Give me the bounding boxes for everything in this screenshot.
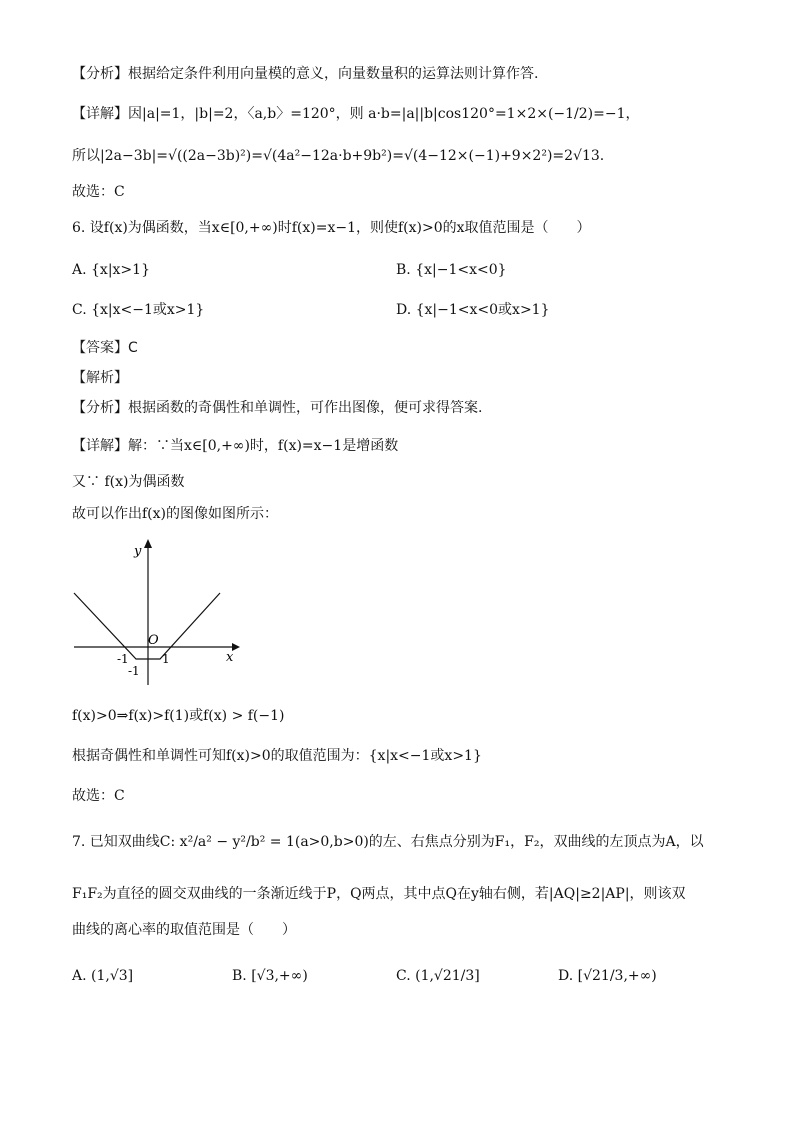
x-axis-label: x [226,650,234,665]
q6-option-d: D. {x|−1<x<0或x>1} [396,302,550,318]
q7-option-b: B. [√3,+∞) [232,968,308,984]
q6-graph [60,535,260,695]
tick-neg1-y: -1 [128,664,140,678]
q6-option-b: B. {x|−1<x<0} [396,262,507,278]
y-axis-arrow [144,539,152,548]
y-axis-label: y [134,544,142,559]
q7-stem-line3: 曲线的离心率的取值范围是（ ） [72,922,296,938]
q5-analysis: 【分析】根据给定条件利用向量模的意义，向量数量积的运算法则计算作答. [72,66,539,82]
q6-step: f(x)>0⇒f(x)>f(1)或f(x) > f(−1) [72,708,285,724]
q6-option-c: C. {x|x<−1或x>1} [72,302,205,318]
q5-detail-line1: 【详解】因|a|=1，|b|=2，〈a,b〉=120°，则 a·b=|a||b|cos120°=1×2×(−1/2)=−1， [72,106,640,122]
f-graph-line [74,593,220,659]
tick-pos1-x: 1 [162,652,170,666]
q6-answer: 【答案】C [72,340,138,356]
q6-analysis: 【分析】根据函数的奇偶性和单调性，可作出图像，便可求得答案. [72,400,483,416]
origin-label: O [148,633,159,648]
q5-detail-line2: 所以|2a−3b|=√((2a−3b)²)=√(4a²−12a·b+9b²)=√(4−12×(−1)+9×2²)=2√13. [72,148,605,164]
q6-choice: 故选：C [72,788,125,804]
q6-option-a: A. {x|x>1} [72,262,150,278]
q6-detail1: 【详解】解：∵当x∈[0,+∞)时，f(x)=x−1是增函数 [72,438,399,454]
q7-stem-line1: 7. 已知双曲线C: x²/a² − y²/b² = 1(a>0,b>0)的左、右焦点分别为F₁，F₂，双曲线的左顶点为A，以 [72,834,704,850]
q7-option-c: C. (1,√21/3] [396,968,480,984]
f-graph-left-branch [74,593,148,663]
q5-choice: 故选：C [72,184,125,200]
q7-option-d: D. [√21/3,+∞) [558,968,657,984]
tick-neg1-x: -1 [117,652,129,666]
q6-stem: 6. 设f(x)为偶函数，当x∈[0,+∞)时f(x)=x−1，则使f(x)>0的x取值范围是（ ） [72,220,591,236]
q7-stem-line2: F₁F₂为直径的圆交双曲线的一条渐近线于P，Q两点，其中点Q在y轴右侧，若|AQ|≥2|AP|，则该双 [72,886,686,902]
q6-jiexi: 【解析】 [72,370,128,386]
q6-conclusion: 根据奇偶性和单调性可知f(x)>0的取值范围为：{x|x<−1或x>1} [72,748,482,764]
q7-option-a: A. (1,√3] [72,968,134,984]
q6-detail3: 故可以作出f(x)的图像如图所示： [72,506,279,522]
q6-detail2: 又∵ f(x)为偶函数 [72,474,185,490]
